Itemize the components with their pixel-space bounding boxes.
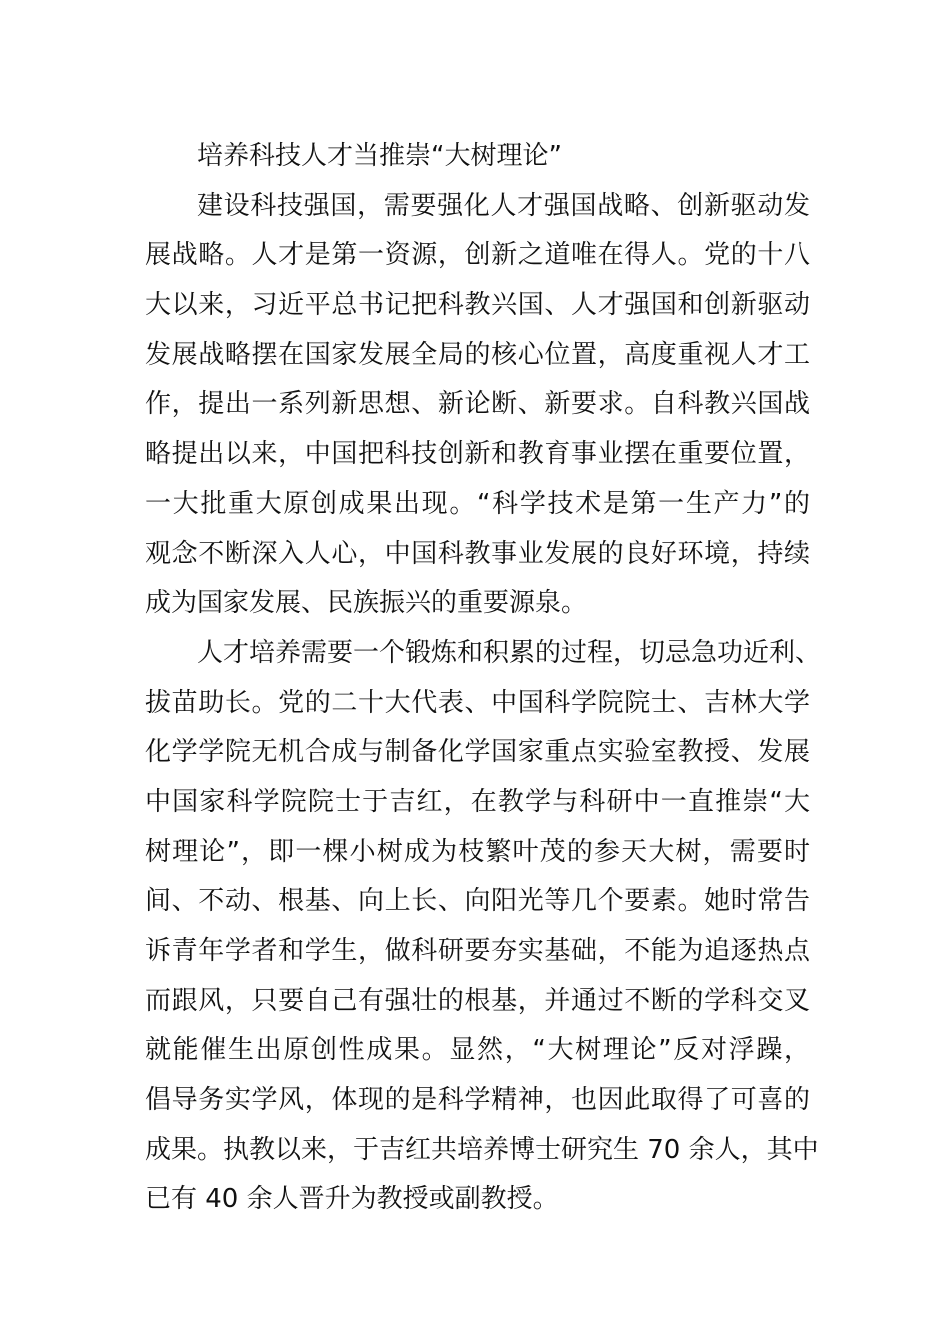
paragraph-line: 一大批重大原创成果出现。“科学技术是第一生产力”的 <box>145 488 810 519</box>
paragraph-line: 略提出以来，中国把科技创新和教育事业摆在重要位置， <box>145 439 810 470</box>
paragraph-line: 观念不断深入人心，中国科教事业发展的良好环境，持续 <box>145 538 810 569</box>
paragraph-1 <box>145 182 810 629</box>
paragraph-line: 已有 40 余人晋升为教授或副教授。 <box>145 1184 559 1215</box>
paragraph-line: 中国家科学院院士于吉红，在教学与科研中一直推崇“大 <box>145 786 810 817</box>
paragraph-line: 间、不动、根基、向上长、向阳光等几个要素。她时常告 <box>145 886 810 917</box>
paragraph-line: 人才培养需要一个锻炼和积累的过程，切忌急功近利、 <box>197 637 822 668</box>
paragraph-2 <box>145 629 822 1225</box>
paragraph-line: 大以来，习近平总书记把科教兴国、人才强国和创新驱动 <box>145 290 810 321</box>
paragraph-line: 发展战略摆在国家发展全局的核心位置，高度重视人才工 <box>145 339 810 370</box>
paragraph-line: 成为国家发展、民族振兴的重要源泉。 <box>145 588 588 619</box>
document-title: 培养科技人才当推崇“大树理论” <box>197 141 562 171</box>
paragraph-line: 成果。执教以来，于吉红共培养博士研究生 70 余人，其中 <box>145 1134 819 1165</box>
paragraph-line: 拔苗助长。党的二十大代表、中国科学院院士、吉林大学 <box>145 687 810 718</box>
paragraph-line: 展战略。人才是第一资源，创新之道唯在得人。党的十八 <box>145 240 810 271</box>
paragraph-line: 建设科技强国，需要强化人才强国战略、创新驱动发 <box>197 190 810 221</box>
document-body <box>145 132 822 1225</box>
paragraph-line: 倡导务实学风，体现的是科学精神，也因此取得了可喜的 <box>145 1085 810 1116</box>
paragraph-line: 就能催生出原创性成果。显然，“大树理论”反对浮躁， <box>145 1035 810 1066</box>
paragraph-line: 化学学院无机合成与制备化学国家重点实验室教授、发展 <box>145 737 810 768</box>
paragraph-line: 而跟风，只要自己有强壮的根基，并通过不断的学科交叉 <box>145 985 810 1016</box>
paragraph-line: 树理论”，即一棵小树成为枝繁叶茂的参天大树，需要时 <box>145 836 810 867</box>
paragraph-line: 诉青年学者和学生，做科研要夯实基础，不能为追逐热点 <box>145 936 810 966</box>
paragraph-line: 作，提出一系列新思想、新论断、新要求。自科教兴国战 <box>145 389 810 420</box>
